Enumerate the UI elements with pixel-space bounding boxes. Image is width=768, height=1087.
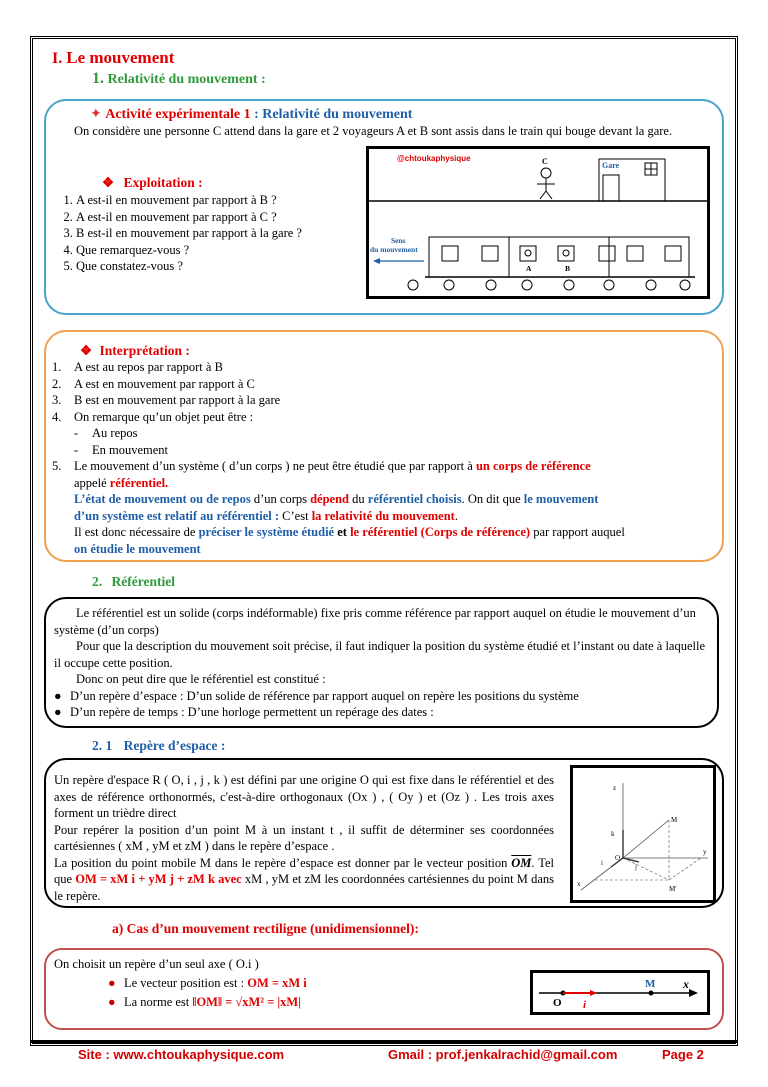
interpretation-heading xyxy=(80,343,190,359)
position-vector-formula: OM = xM i xyxy=(247,975,307,990)
position-text-2: . Tel que xyxy=(54,855,554,886)
exploitation-title: Exploitation : xyxy=(123,175,203,190)
unit-vector-icon xyxy=(590,990,597,996)
section-heading xyxy=(52,48,174,68)
referentiel-paragraph-3: Donc on peut dire que le référentiel est constitué : xyxy=(76,672,326,686)
p2-a: Il est donc nécessaire de xyxy=(74,525,199,539)
subsection-2-title: Référentiel xyxy=(111,574,175,589)
exploitation-heading xyxy=(102,175,203,191)
p1-g: le mouvement xyxy=(523,492,599,506)
item5-text: Le mouvement d’un système ( d’un corps ) ne peut être étudié que par rapport à xyxy=(74,459,476,473)
interpretation-item-text: A est en mouvement par rapport à C xyxy=(74,376,255,391)
referentiel-paragraph-1: Le référentiel est un solide (corps indéformable) fixe pris comme référence par rapport auquel on étudie le mouvement d’un système (d’un corps) xyxy=(54,606,696,637)
footer-page: Page 2 xyxy=(662,1047,704,1062)
question-item: 1. A est-il en mouvement par rapport à B ? xyxy=(76,192,364,209)
question-item: 5. Que constatez-vous ? xyxy=(76,258,364,275)
activity-separator: : xyxy=(250,107,263,122)
x-label: x xyxy=(683,977,689,991)
repere-position xyxy=(54,855,554,905)
axes-drawing xyxy=(573,768,713,900)
origin-label: O xyxy=(553,997,562,1009)
p1-e: référentiel choisis xyxy=(367,492,462,506)
unit-k-label: k xyxy=(611,830,615,838)
norm-formula: ‖OM‖ = √xM² = |xM| xyxy=(192,995,301,1009)
wagon xyxy=(509,237,609,277)
sub-item: - En mouvement xyxy=(74,442,169,457)
rectiligne-content xyxy=(54,956,524,1011)
subsection-21-number: 2. 1 xyxy=(92,738,113,753)
sub-item: - Au repos xyxy=(74,426,138,440)
interpretation-item-text: B est en mouvement par rapport à la gare xyxy=(74,393,281,407)
referentiel-bullet: ● D’un repère de temps : D’une horloge permettent un repérage des dates : xyxy=(54,705,434,719)
z-axis-label: z xyxy=(613,784,617,792)
interpretation-item: 5. Le mouvement d’un système ( d’un corps ) ne peut être étudié que par rapport à un corps de référence xyxy=(52,459,591,473)
point-mprime-label: M' xyxy=(669,885,677,893)
subsection-a-title: a) Cas d’un mouvement rectiligne (unidimensionnel): xyxy=(112,921,419,936)
interpretation-item-text: A est au repos par rapport à B xyxy=(74,360,223,374)
point-m-label: M xyxy=(671,816,678,824)
direction-arrow-icon xyxy=(373,258,380,264)
subsection-1-number: 1. xyxy=(92,70,104,87)
m-point xyxy=(649,991,654,996)
repere-definition: Un repère d'espace R ( O, i , j , k ) est défini par une origine O qui est fixe dans le référentiel et des axes de référence orthonormés, c'est-à-dire orthogonaux (Ox ) , ( Oy ) et (Oz ) . Les trois axes forment un trièdre direct xyxy=(54,773,554,820)
footer-site: Site : www.chtoukaphysique.com xyxy=(78,1047,285,1062)
questions-list xyxy=(54,192,364,275)
necessity-paragraph xyxy=(52,524,717,557)
person-figure xyxy=(541,168,551,178)
m-label: M xyxy=(645,978,656,990)
rectiligne-bullet: ● Le vecteur position est : OM = xM i xyxy=(108,975,307,990)
unit-i-label: i xyxy=(601,859,603,867)
interpretation-item: 4. On remarque qu’un objet peut être : xyxy=(52,409,254,424)
activity-icon: ✦ xyxy=(90,107,102,122)
subsection-21-heading xyxy=(92,738,225,754)
bullet-text: La norme est xyxy=(124,995,193,1009)
axis-figure xyxy=(530,970,710,1015)
footer-gmail: Gmail : prof.jenkalrachid@gmail.com xyxy=(388,1047,618,1062)
p1-d: du xyxy=(349,492,368,506)
item5-continued xyxy=(52,475,717,492)
question-item: 3. B est-il en mouvement par rapport à la gare ? xyxy=(76,225,364,242)
section-title: Le mouvement xyxy=(66,48,175,67)
p1-i: C’est xyxy=(279,508,312,523)
interpretation-item-text: On remarque qu’un objet peut être : xyxy=(74,409,254,424)
x-axis-label: x xyxy=(577,880,581,888)
axis-drawing xyxy=(533,973,707,1012)
repere-content xyxy=(54,772,554,904)
direction-label-1: Sens xyxy=(391,236,406,245)
direction-label-2: du mouvement xyxy=(370,245,418,254)
p2-b: préciser xyxy=(198,525,242,539)
subsection-2-heading xyxy=(92,574,175,590)
train-drawing xyxy=(369,149,707,296)
footer-divider xyxy=(30,1040,738,1043)
unit-j-label: j xyxy=(635,863,637,871)
relativity-paragraph xyxy=(52,491,717,524)
p1-f: . On dit que xyxy=(461,492,524,506)
p1-k: . xyxy=(454,508,458,523)
wagon xyxy=(429,237,509,277)
axis-arrow-icon xyxy=(689,989,698,997)
om-vector: $\overline{OM}$ xyxy=(511,855,532,870)
i-label: i xyxy=(583,999,587,1011)
item5-highlight: un corps de référence xyxy=(475,459,591,473)
interpretation-content xyxy=(52,359,717,557)
bullet-text: Le vecteur position est : xyxy=(124,975,248,990)
p2-d: et xyxy=(334,525,351,539)
subsection-a-heading xyxy=(112,921,419,937)
repere-figure xyxy=(570,765,716,903)
item5-text-2: appelé xyxy=(74,475,110,490)
figure-watermark: @chtoukaphysique xyxy=(397,154,471,163)
rectiligne-intro: On choisit un repère d’un seul axe ( O.i ) xyxy=(54,957,259,971)
subsection-1-heading xyxy=(92,70,266,88)
traveler-b-label: B xyxy=(565,264,571,273)
bullet-text: D’un repère d’espace : D’un solide de référence par rapport auquel on repère les positions du système xyxy=(70,688,579,703)
activity-heading xyxy=(90,106,412,123)
activity-label: Activité expérimentale 1 xyxy=(105,107,251,122)
avec-label: avec xyxy=(214,872,242,886)
p1-h: d’un système est relatif au référentiel : xyxy=(74,508,280,523)
person-label: C xyxy=(542,157,548,166)
p1-c: dépend xyxy=(310,492,350,506)
position-formula: OM = xM i + yM j + zM k xyxy=(75,872,215,886)
subsection-21-title: Repère d’espace : xyxy=(123,738,226,753)
traveler-a-label: A xyxy=(526,264,532,273)
station-label: Gare xyxy=(602,161,620,170)
referentiel-bullet: ● D’un repère d’espace : D’un solide de référence par rapport auquel on repère les positions du système xyxy=(54,688,579,703)
y-axis-label: y xyxy=(703,848,707,856)
p2-c: le système étudié xyxy=(241,525,335,539)
p1-a: L’état de mouvement ou de repos xyxy=(74,492,251,506)
p2-f: par rapport auquel xyxy=(530,525,625,539)
interpretation-item: 1. A est au repos par rapport à B xyxy=(52,360,223,374)
interpretation-title: Interprétation : xyxy=(99,343,190,358)
p2-g: on étudie le mouvement xyxy=(74,541,201,556)
repere-coordinates: Pour repérer la position d’un point M à un instant t , il suffit de déterminer ses coordonnées cartésiennes ( xM , yM et zM ) dans le repère d’espace . xyxy=(54,822,554,853)
bullet-text: D’un repère de temps : D’une horloge permettent un repérage des dates : xyxy=(70,705,434,719)
rectiligne-bullet: ● La norme est ‖OM‖ = √xM² = |xM| xyxy=(108,995,301,1009)
activity-subtitle: Relativité du mouvement xyxy=(262,107,413,122)
referentiel-paragraph-2: Pour que la description du mouvement soit précise, il faut indiquer la position du système étudié et l’instant ou date à laquelle il occupe cette position. xyxy=(54,639,706,670)
subsection-2-number: 2. xyxy=(92,574,103,589)
subsection-1-title: Relativité du mouvement : xyxy=(107,72,266,87)
sub-item-text: En mouvement xyxy=(92,442,169,457)
sub-item-text: Au repos xyxy=(92,426,138,440)
diamond-icon: ❖ xyxy=(80,343,93,358)
item5-highlight-2: référentiel. xyxy=(109,475,169,490)
activity-intro: On considère une personne C attend dans la gare et 2 voyageurs A et B sont assis dans le train qui bouge devant la gare. xyxy=(74,124,673,138)
interpretation-item: 2. A est en mouvement par rapport à C xyxy=(52,376,255,391)
p1-b: d’un corps xyxy=(250,492,311,506)
train-figure xyxy=(366,146,710,299)
question-item: 4. Que remarquez-vous ? xyxy=(76,242,364,259)
p1-j: la relativité du mouvement xyxy=(311,508,455,523)
referentiel-content xyxy=(54,605,714,721)
section-number: I. xyxy=(52,50,63,67)
position-text-3: xM , yM et zM les coordonnées cartésiennes du point M dans le repère. xyxy=(54,872,554,903)
question-item: 2. A est-il en mouvement par rapport à C ? xyxy=(76,209,364,226)
interpretation-item: 3. B est en mouvement par rapport à la gare xyxy=(52,393,281,407)
position-text: La position du point mobile M dans le repère d’espace est donner par le vecteur position xyxy=(54,855,512,870)
origin-label: O xyxy=(615,854,621,862)
wagon xyxy=(609,237,689,277)
p2-e: le référentiel (Corps de référence) xyxy=(350,525,531,539)
diamond-icon: ❖ xyxy=(102,175,115,190)
